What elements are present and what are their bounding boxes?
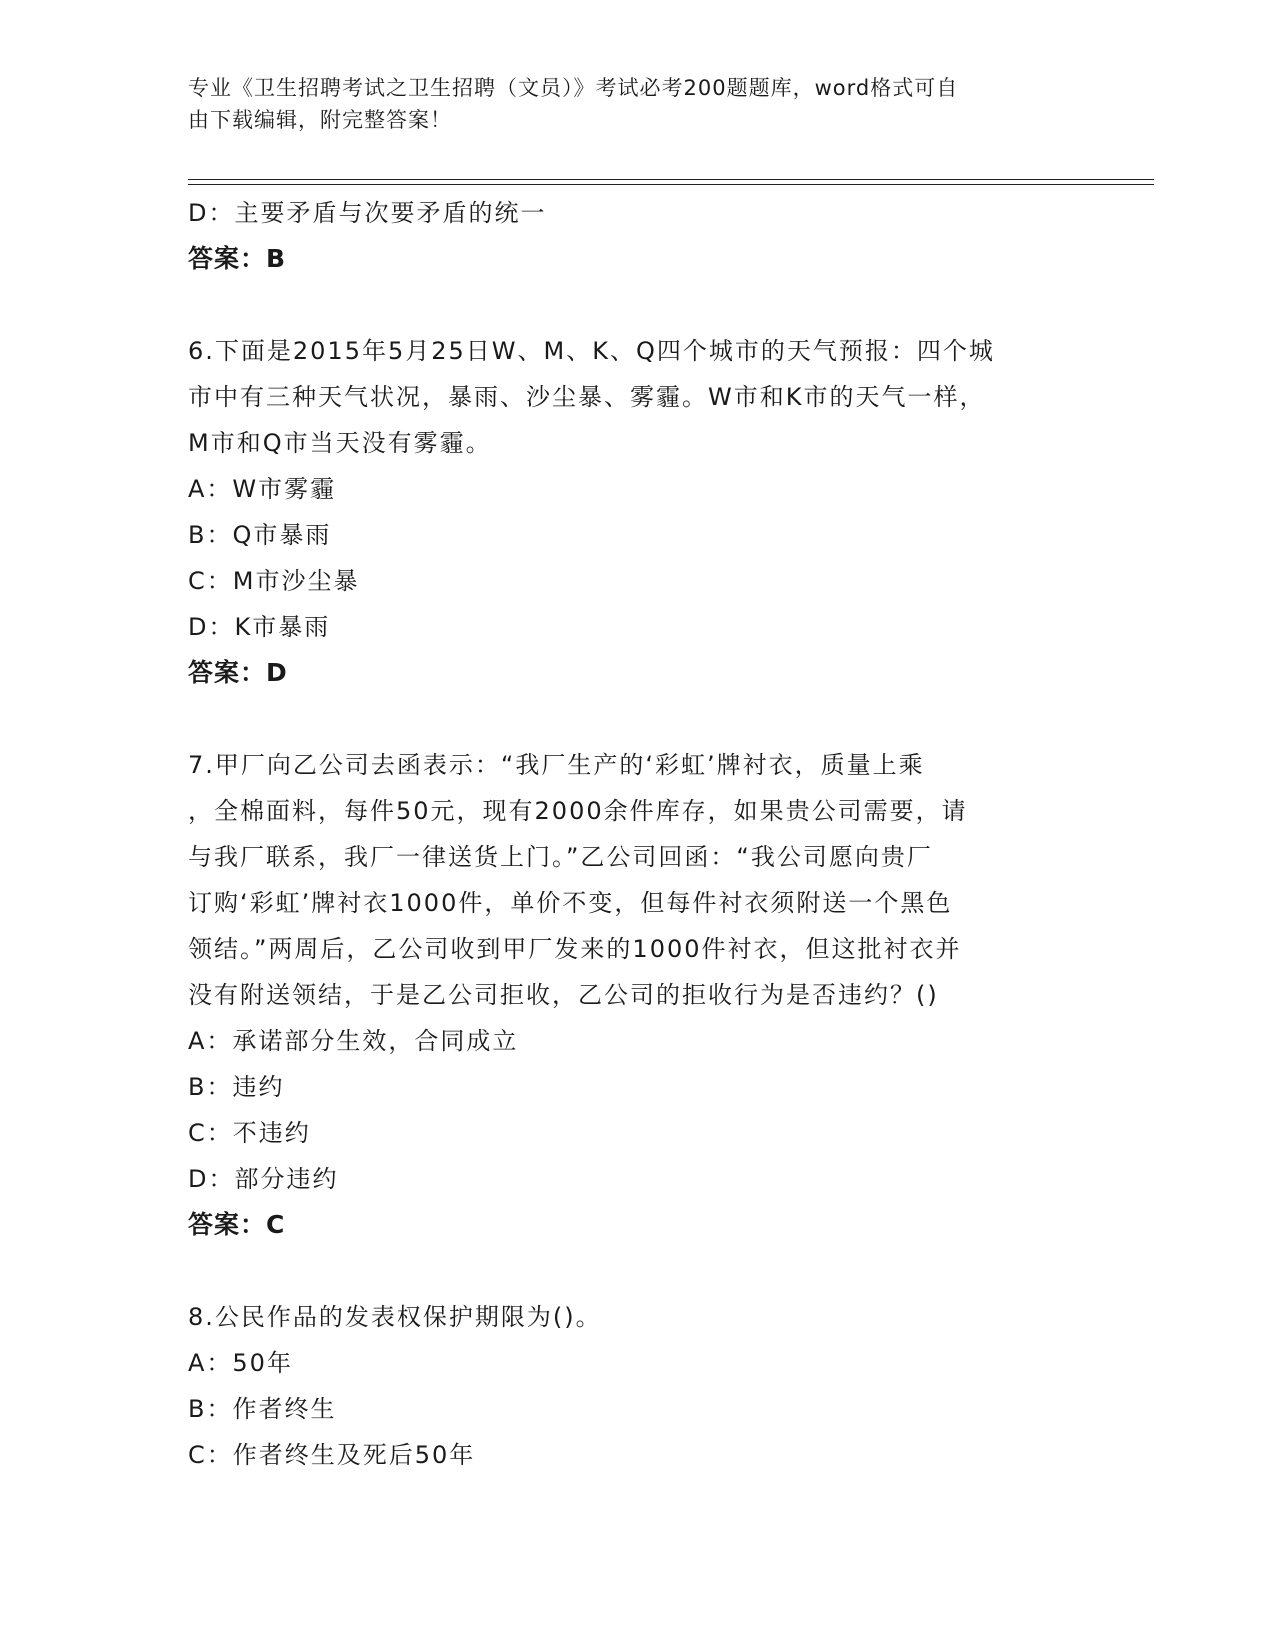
- q8-option-c: C：作者终生及死后50年: [188, 1441, 476, 1469]
- question-content: [188, 190, 1088, 1478]
- q6-answer: 答案：D: [188, 658, 288, 687]
- q8-stem-line-1: 8.公民作品的发表权保护期限为()。: [188, 1303, 602, 1331]
- q6-stem-line-2: 市中有三种天气状况，暴雨、沙尘暴、雾霾。W市和K市的天气一样，: [188, 383, 986, 411]
- q6-option-b: B：Q市暴雨: [188, 521, 332, 549]
- q6-option-c: C：M市沙尘暴: [188, 567, 360, 595]
- q6-stem-line-3: M市和Q市当天没有雾霾。: [188, 429, 492, 457]
- q7-stem-line-2: ，全棉面料，每件50元，现有2000余件库存，如果贵公司需要，请: [188, 797, 968, 825]
- q7-option-b: B：违约: [188, 1073, 285, 1101]
- q8-option-b: B：作者终生: [188, 1395, 337, 1423]
- q8-option-a: A：50年: [188, 1349, 293, 1377]
- header-line-1: 专业《卫生招聘考试之卫生招聘（文员）》考试必考200题题库，word格式可自: [188, 76, 959, 100]
- q7-stem-line-1: 7.甲厂向乙公司去函表示：“我厂生产的‘彩虹’牌衬衣，质量上乘: [188, 751, 925, 779]
- q7-stem-line-4: 订购‘彩虹’牌衬衣1000件，单价不变，但每件衬衣须附送一个黑色: [188, 889, 953, 917]
- header-divider-bottom: [188, 184, 1154, 185]
- q6-option-a: A：W市雾霾: [188, 475, 337, 503]
- q7-answer: 答案：C: [188, 1210, 286, 1239]
- header-line-2: 由下载编辑，附完整答案！: [188, 108, 452, 132]
- q5-answer: 答案：B: [188, 244, 287, 273]
- q7-stem-line-3: 与我厂联系，我厂一律送货上门。”乙公司回函：“我公司愿向贵厂: [188, 843, 933, 871]
- q7-stem-line-6: 没有附送领结，于是乙公司拒收，乙公司的拒收行为是否违约？(): [188, 981, 939, 1009]
- q5-option-d: D：主要矛盾与次要矛盾的统一: [188, 199, 547, 227]
- q6-option-d: D：K市暴雨: [188, 613, 331, 641]
- q7-option-a: A：承诺部分生效，合同成立: [188, 1027, 519, 1055]
- q7-option-c: C：不违约: [188, 1119, 311, 1147]
- q7-option-d: D：部分违约: [188, 1165, 339, 1193]
- header-divider-top: [188, 179, 1154, 180]
- q7-stem-line-5: 领结。”两周后，乙公司收到甲厂发来的1000件衬衣，但这批衬衣并: [188, 935, 962, 963]
- document-header: [188, 72, 1068, 136]
- q6-stem-line-1: 6.下面是2015年5月25日W、M、K、Q四个城市的天气预报：四个城: [188, 337, 995, 365]
